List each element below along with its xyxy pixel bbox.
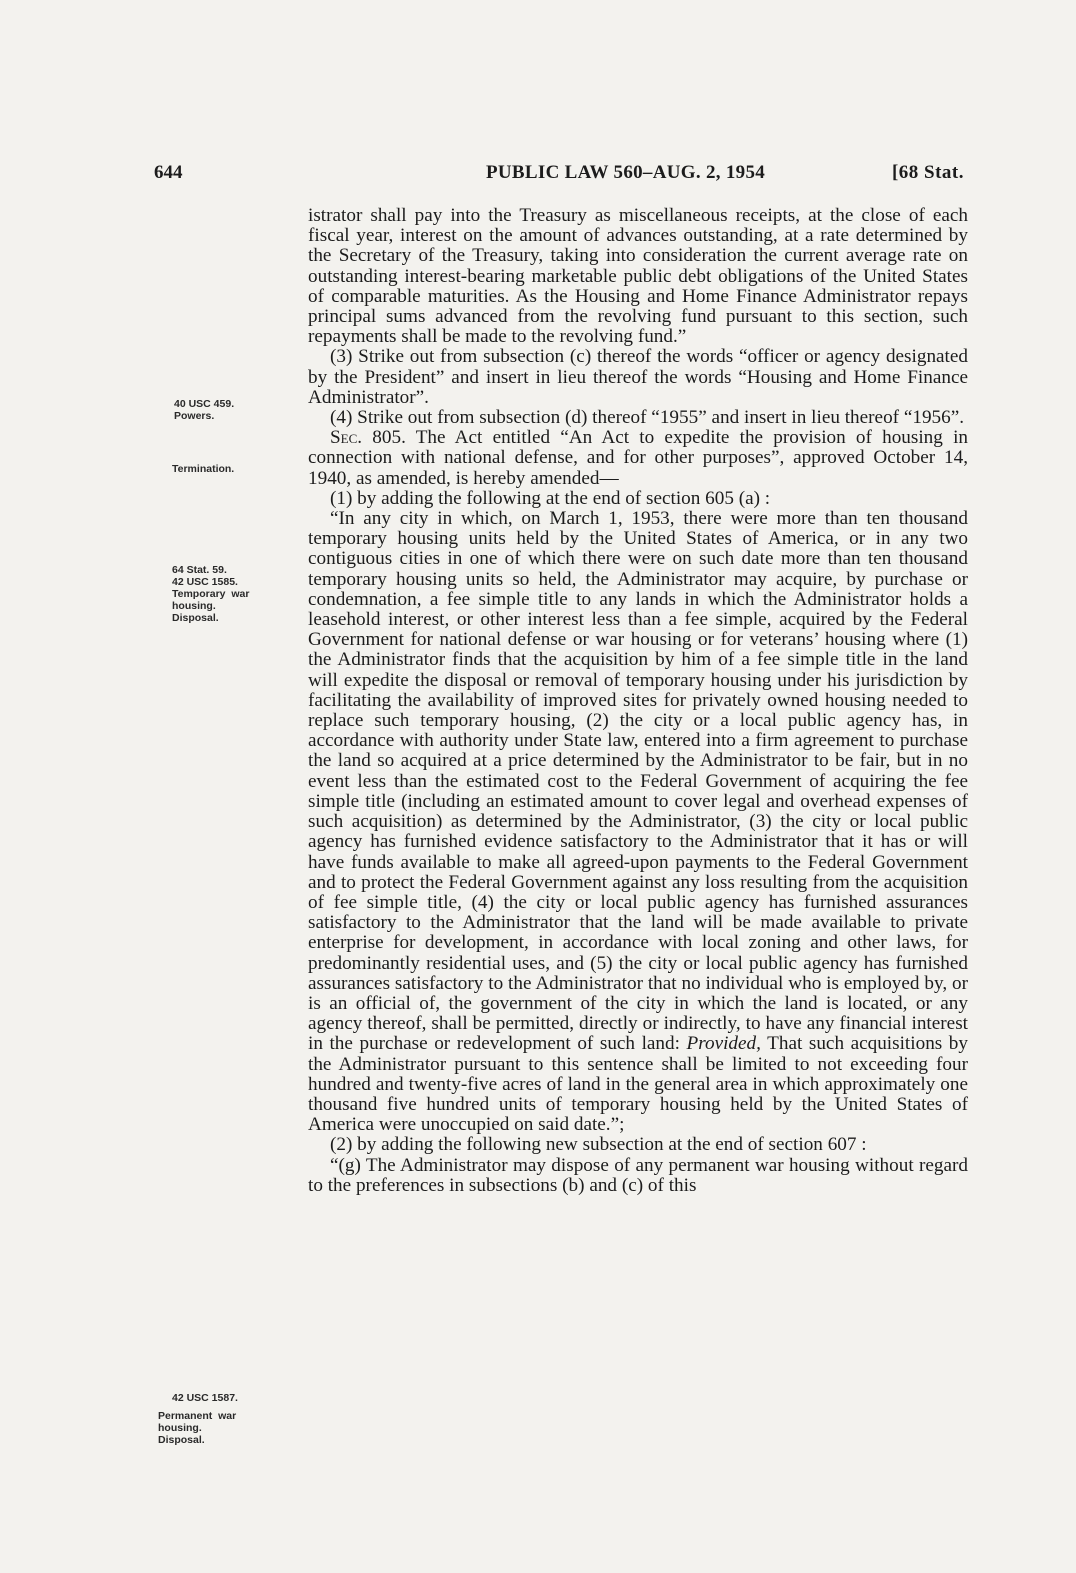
margin-note-temporary-war-housing: 64 Stat. 59. 42 USC 1585. Temporary war housing. Disposal.: [172, 564, 250, 624]
paragraph: (3) Strike out from subsection (c) thereof the words “officer or agency designated by the President” and insert in lieu thereof the words “Housing and Home Finance Administrator”.: [308, 346, 968, 408]
paragraph: (4) Strike out from subsection (d) thereof “1955” and insert in lieu thereof “1956”.: [330, 407, 965, 429]
margin-note-usc-459: 40 USC 459. Powers.: [174, 398, 235, 422]
page-header: [154, 162, 964, 188]
section-paragraph: [308, 428, 968, 489]
paragraph-text: “In any city in which, on March 1, 1953, there were more than ten thousand temporary housing units held by the United States of America, or in any two contiguous cities in one of which there were on such date more than ten thousand temporary housing units so held, the Administrator may acquire, by purchase or condemnation, a fee simple title to any lands in which the Administrator holds a leasehold interest, or other interest less than a fee simple, acquired by the Federal Government for national defense or war housing or for veterans’ housing where (1) the Administrator finds that the acquisition by him of a fee simple title in the land will expedite the disposal or removal of temporary housing under his jurisdiction by facilitating the availability of improved sites for privately owned housing needed to replace such temporary housing, (2) the city or a local public agency has, in accordance with authority under State law, entered into a firm agreement to purchase the land so acquired at a price determined by the Administrator to be fair, but in no event less than the estimated cost to the Federal Government of acquiring the fee simple title (including an estimated amount to cover legal and overhead expenses of such acquisition) as determined by the Administrator, (3) the city or local public agency has furnished evidence satisfactory to the Administrator that it has or will have funds available to make all agreed-upon payments to the Federal Government and to protect the Federal Government against any loss resulting from the acquisition of fee simple title, (4) the city or local public agency has furnished assurances satisfactory to the Administrator that the land will be made available to private enterprise for development, in accordance with local zoning and other laws, for predominantly residential uses, and (5) the city or local public agency has furnished assurances satisfactory to the Administrator that no individual who is employed by, or is an official of, the government of the city in which the land is located, or any agency thereof, shall be permitted, directly or indirectly, to have any financial interest in the purchase or redevelopment of such land:: [308, 508, 968, 1055]
margin-note-usc-1587: 42 USC 1587.: [172, 1392, 238, 1404]
quoted-paragraph: [308, 509, 968, 1135]
running-title: PUBLIC LAW 560–AUG. 2, 1954: [486, 162, 766, 183]
paragraph-text: That such acquisitions by the Administrator pursuant to this sentence shall be limited to not exceeding four hundred and twenty-five acres of land in the general area in which approximately one thousand five hundred units of temporary housing held by the United States of America were unoccupied on said date.”;: [308, 1033, 968, 1136]
margin-note-permanent-war-housing: Permanent war housing. Disposal.: [158, 1410, 237, 1446]
page-number: 644: [154, 162, 183, 183]
body-text: [308, 206, 968, 1196]
provided-italic: Provided,: [686, 1033, 761, 1055]
margin-note-termination: Termination.: [172, 463, 235, 475]
paragraph: istrator shall pay into the Treasury as miscellaneous receipts, at the close of each fiscal year, interest on the amount of advances outstanding, at a rate determined by the Secretary of the Treasury, taking into consideration the current average rate on outstanding interest-bearing marketable public debt obligations of the United States of comparable maturities. As the Housing and Home Finance Administrator repays principal sums advanced from the revolving fund pursuant to this section, such repayments shall be made to the revolving fund.”: [308, 205, 968, 348]
paragraph: (1) by adding the following at the end of section 605 (a) :: [330, 487, 771, 509]
section-label: Sec.: [330, 427, 363, 449]
paragraph: “(g) The Administrator may dispose of any permanent war housing without regard to the preferences in subsections (b) and (c) of this: [308, 1154, 968, 1196]
statute-reference: [68 Stat.: [891, 162, 964, 183]
paragraph-text: 805. The Act entitled “An Act to expedite the provision of housing in connection with national defense, and for other purposes”, approved October 14, 1940, as amended, is hereby amended—: [308, 427, 968, 489]
paragraph: (2) by adding the following new subsection at the end of section 607 :: [330, 1134, 867, 1156]
